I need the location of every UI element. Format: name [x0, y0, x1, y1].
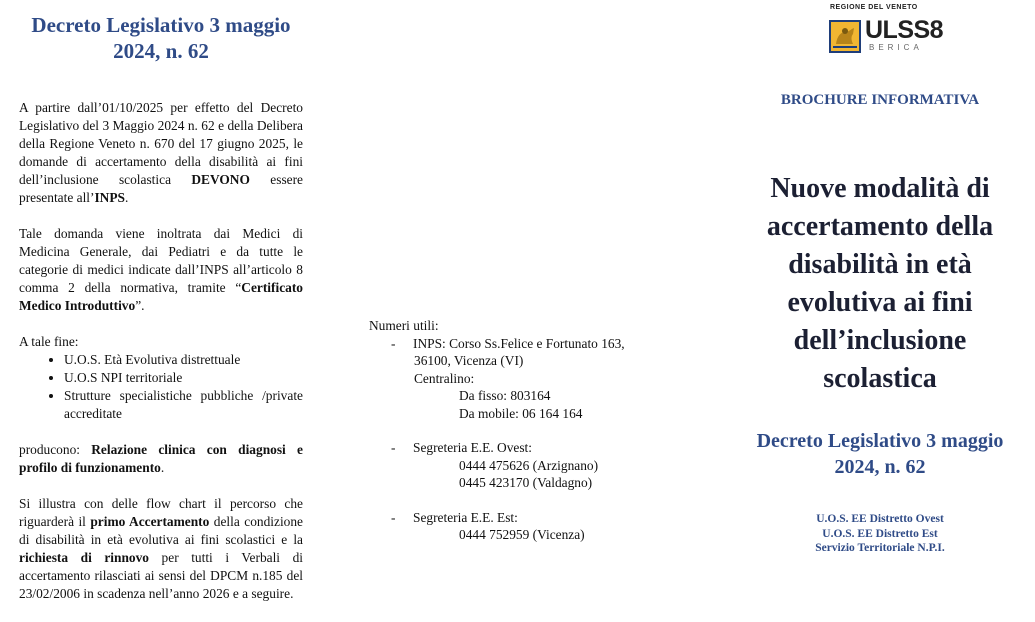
unit-item: Servizio Territoriale N.P.I. [815, 542, 945, 554]
bullet-list [19, 351, 303, 423]
ulss8-logo [827, 4, 944, 56]
text: . [124, 190, 129, 205]
logo-sub: BERICA [869, 43, 923, 52]
logo-region-text: REGIONE DEL VENETO [830, 4, 918, 11]
unit-item: U.O.S. EE Distretto Est [822, 527, 938, 540]
bold-text: Certificato Medico Introduttivo [19, 280, 303, 313]
inps-phone-mobile: Da mobile: 06 164 164 [459, 405, 583, 421]
contact-est [369, 509, 669, 527]
text: per tutti i Verbali di accertamento rilasciati ai sensi del DPCM n.185 del 23/02/2006 in scadenza nell’anno 2026 e a seguire. [19, 550, 303, 601]
main-title-line: scolastica [823, 363, 937, 394]
text: ”. [135, 298, 145, 313]
logo-name: ULSS8 [865, 16, 944, 44]
main-title-line: dell’inclusione [793, 325, 967, 356]
bold-text: primo Accertamento [90, 514, 210, 529]
bold-text: INPS [94, 190, 125, 205]
text: Si illustra con delle flow chart il percorso che riguarderà il [19, 496, 303, 529]
contacts-heading: Numeri utili: [369, 318, 439, 333]
paragraph-intro [19, 99, 303, 207]
est-label: Segreteria E.E. Est: [413, 509, 518, 525]
text: . [160, 460, 165, 475]
contact-ovest [369, 439, 669, 457]
bold-text: richiesta di rinnovo [19, 550, 149, 565]
paragraph-produce [19, 441, 303, 477]
ovest-label: Segreteria E.E. Ovest: [413, 440, 532, 455]
dash-bullet: - [391, 335, 396, 351]
est-phone-1: 0444 752959 (Vicenza) [459, 527, 585, 542]
inps-address-line2: 36100, Vicenza (VI) [414, 353, 524, 368]
main-title-line: disabilità in età [788, 249, 972, 280]
inps-centralino: Centralino: [414, 370, 475, 386]
main-title-line: Nuove modalità di [770, 173, 990, 204]
lion-shield-icon [829, 20, 861, 53]
brochure-label: BROCHURE INFORMATIVA [780, 92, 980, 108]
dash-bullet: - [391, 440, 396, 455]
dash-bullet: - [391, 509, 396, 525]
left-title: Decreto Legislativo 3 maggio 2024, n. 62 [31, 13, 291, 63]
text: essere presentate all’ [19, 172, 303, 205]
list-item: • U.O.S. Età Evolutiva distrettuale [64, 351, 303, 369]
units-list [735, 512, 1025, 556]
list-item: • U.O.S NPI territoriale [64, 369, 303, 387]
right-subtitle: Decreto Legislativo 3 maggio 2024, n. 62 [756, 430, 1004, 478]
contacts-panel [369, 317, 669, 544]
main-title-line: evolutiva ai fini [787, 287, 973, 318]
unit-item: U.O.S. EE Distretto Ovest [816, 513, 944, 525]
contact-inps [369, 335, 669, 353]
main-title-line: accertamento della [766, 211, 994, 242]
text: Tale domanda viene inoltrata dai Medici di Medicina Generale, dai Pediatri e da tutte le categorie di medici indicate dall’INPS all’articolo 8 comma 2 della normativa, tramite “ [19, 226, 303, 295]
main-title [735, 170, 1025, 398]
text: producono: [19, 442, 92, 457]
paragraph-request [19, 225, 303, 315]
bold-text: DEVONO [191, 172, 250, 187]
paragraph-purpose: A tale fine: [19, 334, 79, 349]
list-item: • Strutture specialistiche pubbliche /private accreditate [64, 387, 303, 423]
text: della condizione di disabilità in età evolutiva ai fini scolastici e la [19, 514, 303, 547]
paragraph-flowchart [19, 495, 303, 603]
inps-phone-fisso: Da fisso: 803164 [459, 388, 551, 403]
text: A partire dall’01/10/2025 per effetto del Decreto Legislativo del 3 Maggio 2024 n. 62 e della Delibera della Regione Veneto n. 670 del 17 giugno 2025, le domande di accertamento della disabilità ai fini dell’inclusione scolastica [19, 100, 303, 187]
bold-text: Relazione clinica con diagnosi e profilo di funzionamento [19, 442, 303, 475]
ovest-phone-2: 0445 423170 (Valdagno) [459, 475, 593, 490]
inps-address-line1: INPS: Corso Ss.Felice e Fortunato 163, [413, 335, 625, 351]
left-panel [19, 0, 303, 603]
ovest-phone-1: 0444 475626 (Arzignano) [459, 457, 599, 473]
